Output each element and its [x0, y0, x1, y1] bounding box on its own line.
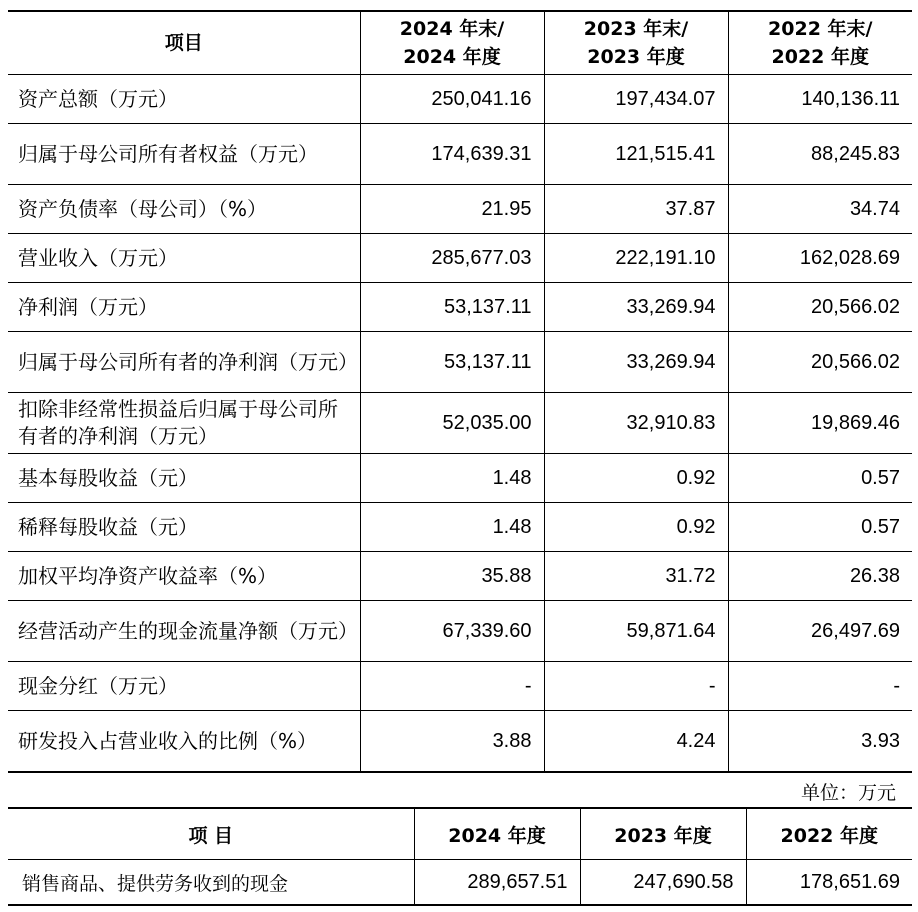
value-2024: 285,677.03	[360, 234, 544, 283]
value-2024: 174,639.31	[360, 124, 544, 185]
row-label: 销售商品、提供劳务收到的现金	[22, 872, 289, 895]
unit-label: 单位：万元	[800, 782, 896, 804]
value-2023: 37.87	[544, 185, 728, 234]
table-row	[8, 860, 912, 906]
header-line: 2022 年度	[771, 46, 869, 68]
value-2024: 35.88	[360, 552, 544, 601]
value-2023: -	[544, 662, 728, 711]
value-2023: 33,269.94	[544, 283, 728, 332]
value-2022: 3.93	[728, 711, 912, 773]
table-header-row	[8, 808, 912, 860]
value-2022: 20,566.02	[728, 283, 912, 332]
table-row	[8, 234, 912, 283]
value-2023: 59,871.64	[544, 601, 728, 662]
value-2022: 140,136.11	[728, 75, 912, 124]
value-2024: 52,035.00	[360, 393, 544, 454]
table-row	[8, 601, 912, 662]
value-2024: 53,137.11	[360, 283, 544, 332]
table-row	[8, 332, 912, 393]
row-label: 经营活动产生的现金流量净额（万元）	[8, 601, 360, 662]
table-row	[8, 185, 912, 234]
row-label: 资产总额（万元）	[8, 75, 360, 124]
value-2022: 88,245.83	[728, 124, 912, 185]
header-2023: 2023 年度	[580, 808, 746, 860]
header-item	[8, 11, 360, 75]
header-2023	[544, 11, 728, 75]
header-2024: 2024 年度	[414, 808, 580, 860]
value-2022: 0.57	[728, 503, 912, 552]
value-2022: 20,566.02	[728, 332, 912, 393]
header-2022	[728, 11, 912, 75]
value-2024: 289,657.51	[414, 860, 580, 906]
value-2022: 26,497.69	[728, 601, 912, 662]
header-item: 项 目	[8, 808, 414, 860]
value-2023: 197,434.07	[544, 75, 728, 124]
value-2023: 33,269.94	[544, 332, 728, 393]
row-label: 营业收入（万元）	[8, 234, 360, 283]
value-2022: 34.74	[728, 185, 912, 234]
financial-summary-table	[8, 10, 912, 773]
row-label: 净利润（万元）	[8, 283, 360, 332]
value-2023: 247,690.58	[580, 860, 746, 906]
table-row	[8, 711, 912, 773]
header-2022: 2022 年度	[746, 808, 912, 860]
value-2024: 21.95	[360, 185, 544, 234]
value-2022: 162,028.69	[728, 234, 912, 283]
value-2024: 67,339.60	[360, 601, 544, 662]
header-line: 2022 年末/	[768, 18, 873, 40]
value-2024: 3.88	[360, 711, 544, 773]
row-label: 稀释每股收益（元）	[8, 503, 360, 552]
row-label: 研发投入占营业收入的比例（%）	[8, 711, 360, 773]
row-label: 加权平均净资产收益率（%）	[8, 552, 360, 601]
table-row	[8, 662, 912, 711]
value-2023: 0.92	[544, 503, 728, 552]
value-2024: 1.48	[360, 454, 544, 503]
value-2024: -	[360, 662, 544, 711]
row-label: 归属于母公司所有者权益（万元）	[8, 124, 360, 185]
table-row	[8, 124, 912, 185]
header-line: 2024 年度	[403, 46, 501, 68]
value-2023: 32,910.83	[544, 393, 728, 454]
value-2024: 250,041.16	[360, 75, 544, 124]
row-label: 基本每股收益（元）	[8, 454, 360, 503]
value-2023: 4.24	[544, 711, 728, 773]
value-2022: 0.57	[728, 454, 912, 503]
row-label: 归属于母公司所有者的净利润（万元）	[8, 332, 360, 393]
header-line: 2023 年末/	[583, 18, 689, 40]
row-label: 现金分红（万元）	[8, 662, 360, 711]
value-2024: 53,137.11	[360, 332, 544, 393]
table-row	[8, 75, 912, 124]
header-line: 项目	[164, 32, 203, 54]
value-2022: -	[728, 662, 912, 711]
table-row	[8, 503, 912, 552]
header-line: 2024 年末/	[399, 18, 505, 40]
value-2023: 222,191.10	[544, 234, 728, 283]
row-label: 扣除非经常性损益后归属于母公司所有者的净利润（万元）	[8, 393, 360, 454]
table-row	[8, 283, 912, 332]
value-2023: 31.72	[544, 552, 728, 601]
cash-flow-table	[8, 807, 912, 906]
table-row	[8, 393, 912, 454]
value-2022: 26.38	[728, 552, 912, 601]
header-line: 2023 年度	[587, 46, 685, 68]
row-label: 资产负债率（母公司）（%）	[8, 185, 360, 234]
value-2024: 1.48	[360, 503, 544, 552]
value-2022: 178,651.69	[746, 860, 912, 906]
table-header-row	[8, 11, 912, 75]
value-2023: 0.92	[544, 454, 728, 503]
table-row	[8, 552, 912, 601]
value-2023: 121,515.41	[544, 124, 728, 185]
value-2022: 19,869.46	[728, 393, 912, 454]
table-row	[8, 454, 912, 503]
header-2024	[360, 11, 544, 75]
